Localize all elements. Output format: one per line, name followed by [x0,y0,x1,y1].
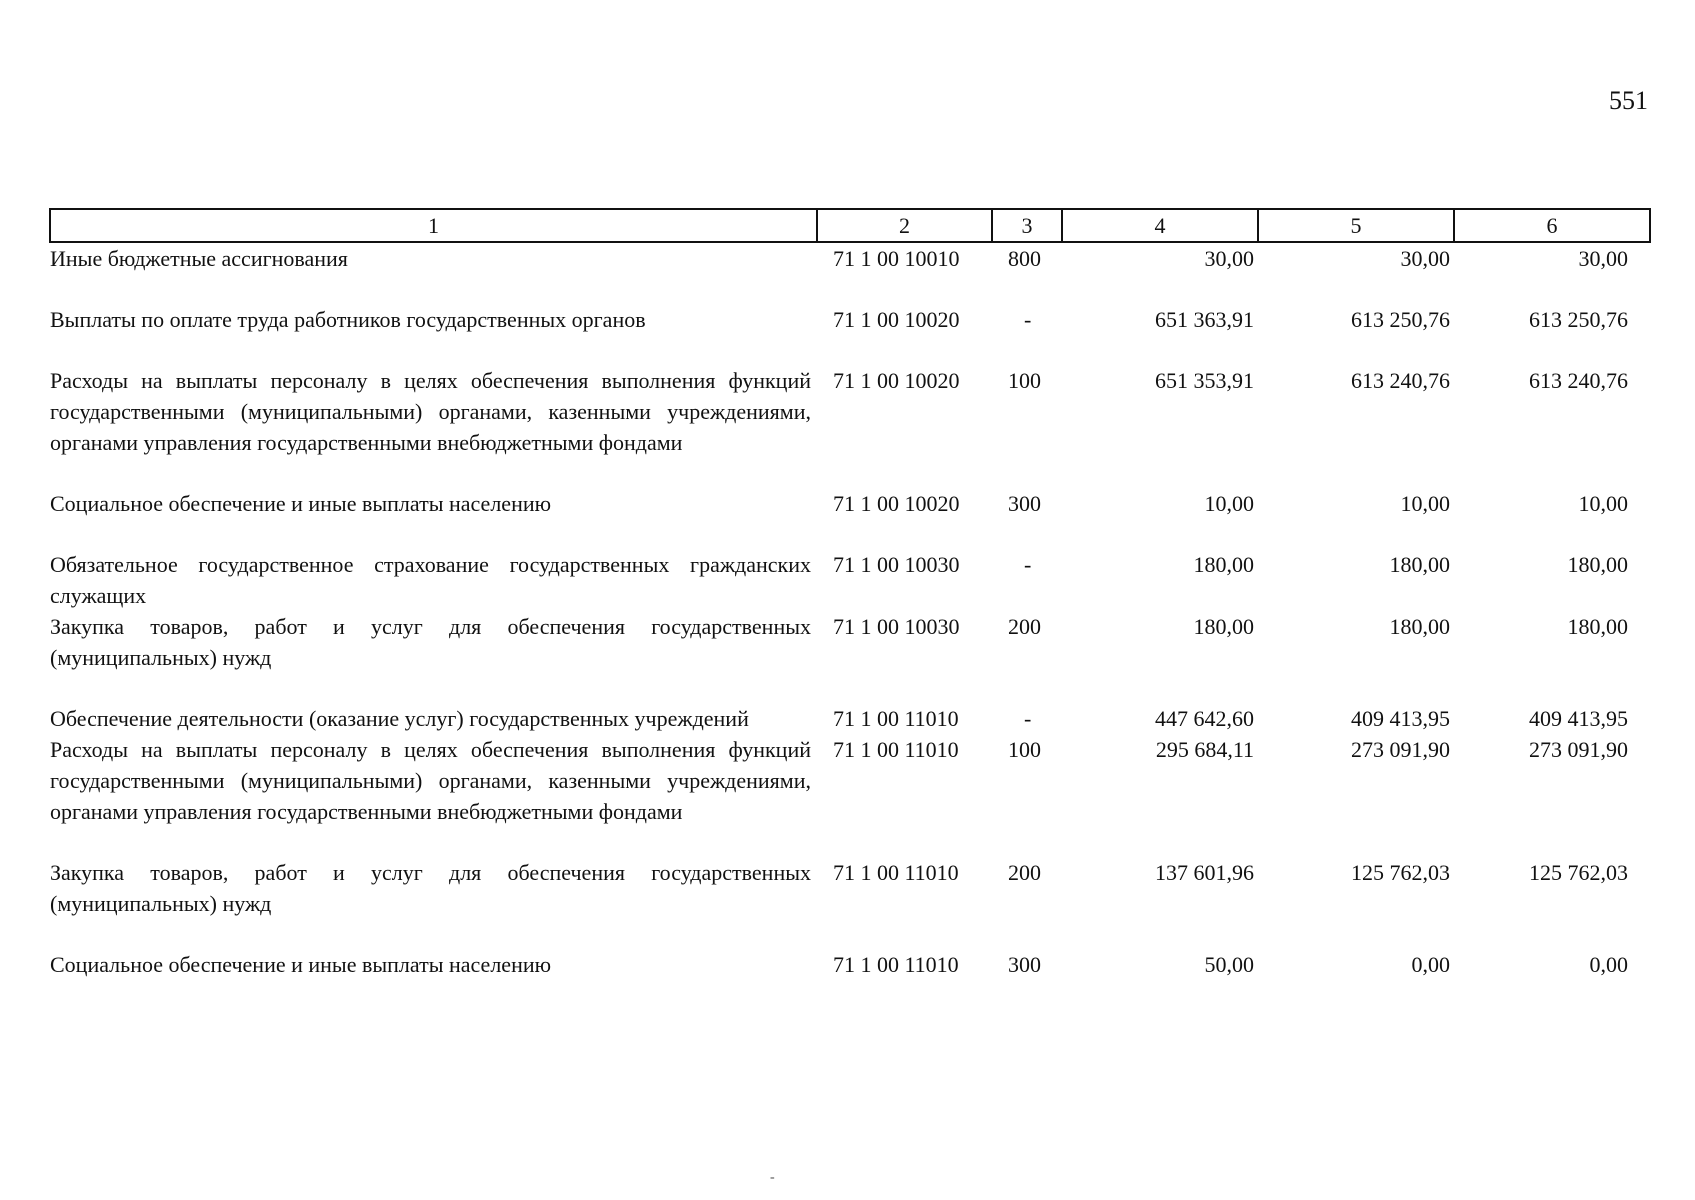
row-amount-col4: 10,00 [1204,491,1254,516]
row-amount-col6: 613 250,76 [1529,307,1628,332]
row-amount-col5: 613 250,76 [1351,307,1450,332]
row-name: Расходы на выплаты персоналу в целях обеспечения выполнения функций государственными (муниципальными) органами, казенными учреждениями, органами управления государственными внебюджетными фондами [50,368,811,455]
row-name: Закупка товаров, работ и услуг для обеспечения государственных (муниципальных) нужд [50,614,811,670]
column-header-3: 3 [992,209,1062,242]
row-amount-col4: 30,00 [1204,246,1254,271]
row-expense-type: 800 [1008,246,1041,271]
row-code: 71 1 00 11010 [833,706,959,731]
row-code: 71 1 00 10010 [833,246,960,271]
row-code: 71 1 00 11010 [833,952,959,977]
row-amount-col5: 0,00 [1411,952,1450,977]
row-name: Социальное обеспечение и иные выплаты населению [50,952,552,977]
row-amount-col5: 409 413,95 [1351,706,1450,731]
table-header-row [50,209,1650,242]
column-header-2: 2 [817,209,992,242]
row-amount-col5: 613 240,76 [1351,368,1450,393]
row-expense-type: 200 [1008,860,1041,885]
row-amount-col6: 180,00 [1567,552,1628,577]
column-header-4: 4 [1062,209,1258,242]
table-row [50,304,1650,365]
table-row [50,242,1650,304]
row-name: Обеспечение деятельности (оказание услуг) государственных учреждений [50,706,749,731]
row-amount-col4: 137 601,96 [1155,860,1254,885]
row-expense-type: 200 [1008,614,1041,639]
column-header-6: 6 [1454,209,1650,242]
column-header-5: 5 [1258,209,1454,242]
row-amount-col6: 10,00 [1578,491,1628,516]
row-amount-col6: 0,00 [1589,952,1628,977]
footer-mark: - [770,1170,775,1185]
table-row [50,949,1650,980]
row-amount-col5: 30,00 [1400,246,1450,271]
row-amount-col4: 651 353,91 [1155,368,1254,393]
row-amount-col6: 613 240,76 [1529,368,1628,393]
row-amount-col4: 180,00 [1193,614,1254,639]
row-expense-type: - [1024,706,1032,731]
row-amount-col5: 10,00 [1400,491,1450,516]
row-code: 71 1 00 10030 [833,552,960,577]
row-expense-type: 100 [1008,368,1041,393]
row-amount-col5: 180,00 [1389,552,1450,577]
row-amount-col6: 180,00 [1567,614,1628,639]
row-amount-col6: 30,00 [1578,246,1628,271]
table-row [50,857,1650,949]
row-expense-type: - [1024,552,1032,577]
row-amount-col6: 409 413,95 [1529,706,1628,731]
row-name: Обязательное государственное страхование государственных гражданских служащих [50,552,811,608]
row-expense-type: 300 [1008,952,1041,977]
row-expense-type: 300 [1008,491,1041,516]
row-code: 71 1 00 10020 [833,368,960,393]
row-amount-col6: 273 091,90 [1529,737,1628,762]
row-code: 71 1 00 10020 [833,491,960,516]
row-amount-col4: 447 642,60 [1155,706,1254,731]
row-expense-type: 100 [1008,737,1041,762]
row-code: 71 1 00 10030 [833,614,960,639]
row-amount-col4: 295 684,11 [1155,737,1254,762]
row-name: Социальное обеспечение и иные выплаты населению [50,491,552,516]
table-row [50,703,1650,734]
row-amount-col5: 273 091,90 [1351,737,1450,762]
page-number: 551 [1609,86,1648,115]
row-amount-col5: 125 762,03 [1351,860,1450,885]
row-code: 71 1 00 11010 [833,737,959,762]
row-name: Иные бюджетные ассигнования [50,246,348,271]
table-row [50,734,1650,857]
row-name: Расходы на выплаты персоналу в целях обеспечения выполнения функций государственными (муниципальными) органами, казенными учреждениями, органами управления государственными внебюджетными фондами [50,737,811,824]
table-row [50,549,1650,611]
row-name: Закупка товаров, работ и услуг для обеспечения государственных (муниципальных) нужд [50,860,811,916]
row-expense-type: - [1024,307,1032,332]
row-amount-col4: 180,00 [1193,552,1254,577]
row-amount-col4: 651 363,91 [1155,307,1254,332]
table-row [50,611,1650,703]
table-body [50,242,1650,980]
row-amount-col4: 50,00 [1204,952,1254,977]
table-row [50,365,1650,488]
column-header-1: 1 [50,209,817,242]
row-amount-col5: 180,00 [1389,614,1450,639]
row-code: 71 1 00 10020 [833,307,960,332]
row-code: 71 1 00 11010 [833,860,959,885]
table-row [50,488,1650,549]
row-amount-col6: 125 762,03 [1529,860,1628,885]
row-name: Выплаты по оплате труда работников государственных органов [50,307,646,332]
budget-table [49,208,1651,980]
